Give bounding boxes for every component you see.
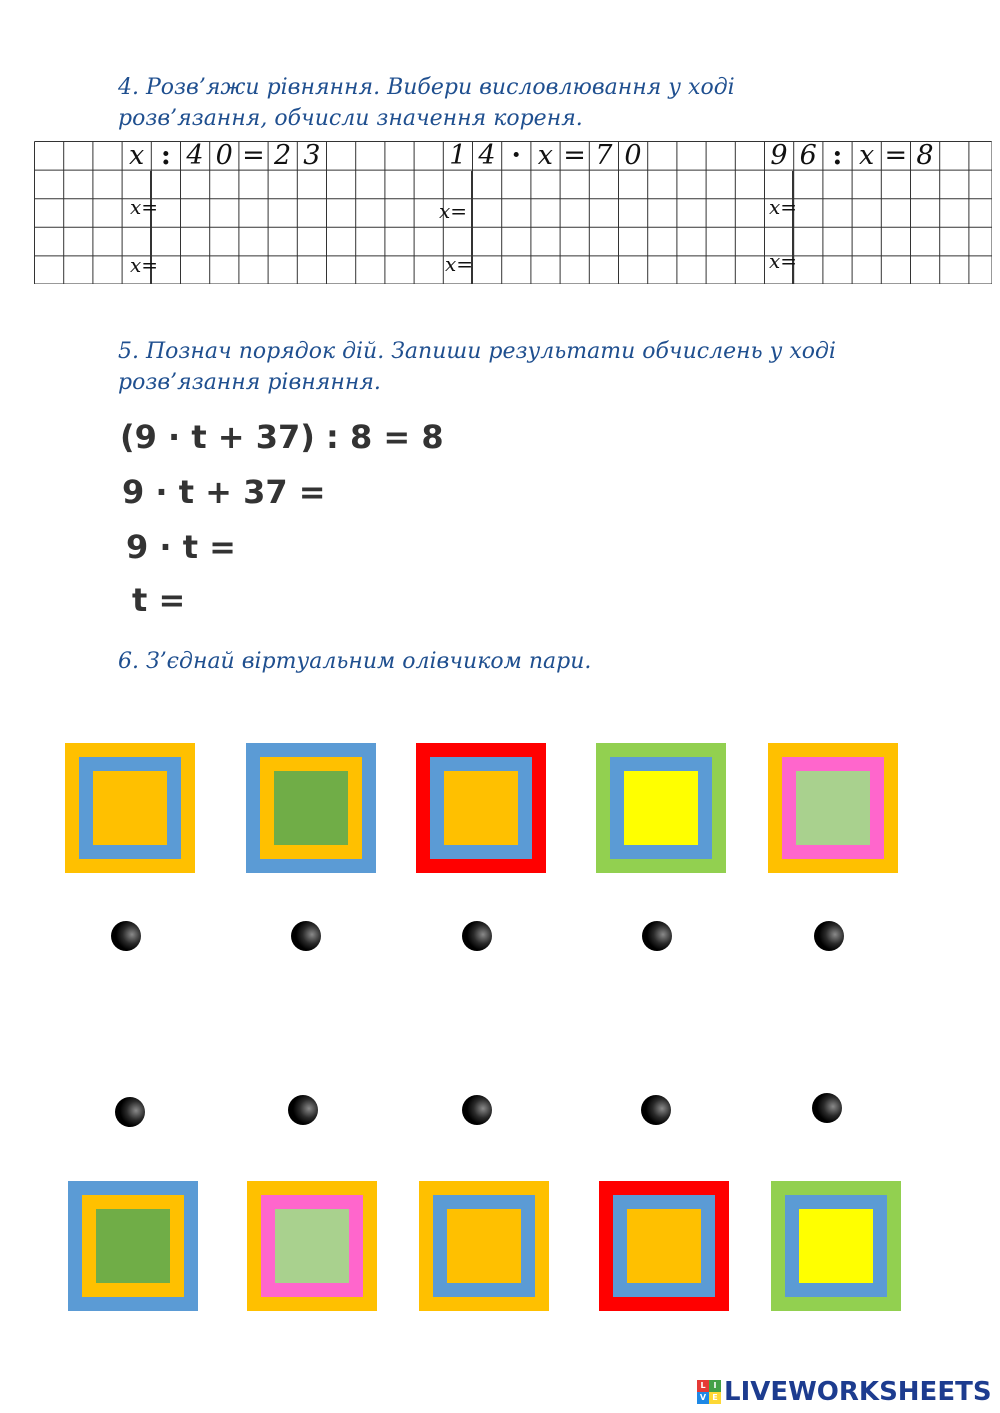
equation-1-char: x <box>128 140 145 171</box>
equation-3-char: x <box>858 140 875 171</box>
square-center <box>447 1209 521 1283</box>
equation-1-answer-label[interactable]: x= <box>130 253 159 277</box>
equation-1-char: = <box>242 140 265 171</box>
equation-3-char: : <box>832 140 843 171</box>
square-middle-frame <box>782 757 884 859</box>
top-square-4 <box>596 743 726 873</box>
task5-heading <box>118 336 918 398</box>
equation-2-char: 7 <box>595 140 613 171</box>
bottom-connector-dot-5[interactable] <box>812 1093 842 1123</box>
logo-letter: V <box>697 1392 709 1404</box>
equation-line-2[interactable]: 9 · t + 37 = <box>122 473 326 511</box>
bottom-connector-dot-3[interactable] <box>462 1095 492 1125</box>
square-center <box>96 1209 170 1283</box>
square-center <box>274 771 348 845</box>
equation-3-char: = <box>884 140 908 171</box>
equation-line-3[interactable]: 9 · t = <box>126 528 236 566</box>
task4-heading-line2: розв’язання, обчисли значення кореня. <box>118 106 583 131</box>
top-square-1 <box>65 743 195 873</box>
bottom-square-2 <box>247 1181 377 1311</box>
logo-letter: I <box>709 1380 721 1392</box>
task4-heading-line1: 4. Розв’яжи рівняння. Вибери висловлювання у ході <box>118 75 735 100</box>
equation-line-4[interactable]: t = <box>132 581 186 619</box>
square-middle-frame <box>785 1195 887 1297</box>
task6-heading: 6. З’єднай віртуальним олівчиком пари. <box>118 649 592 674</box>
top-square-5 <box>768 743 898 873</box>
equation-3-char: 8 <box>916 140 934 171</box>
top-connector-dot-1[interactable] <box>111 921 141 951</box>
brand-name: LIVEWORKSHEETS <box>724 1377 992 1407</box>
equation-3-char: 6 <box>799 140 817 171</box>
bottom-connector-dot-2[interactable] <box>288 1095 318 1125</box>
task5-heading-line2: розв’язання рівняння. <box>118 370 381 395</box>
square-middle-frame <box>613 1195 715 1297</box>
equation-2-char: 0 <box>624 140 642 171</box>
task5-heading-line1: 5. Познач порядок дій. Запиши результати обчислень у ході <box>118 339 836 364</box>
square-center <box>624 771 698 845</box>
equation-2-answer-label[interactable]: x= <box>445 252 474 276</box>
square-middle-frame <box>430 757 532 859</box>
top-connector-dot-4[interactable] <box>642 921 672 951</box>
top-connector-dot-5[interactable] <box>814 921 844 951</box>
bottom-square-3 <box>419 1181 549 1311</box>
equation-2-answer-label[interactable]: x= <box>439 199 468 223</box>
equation-2-char: x <box>537 140 553 171</box>
equation-1-answer-label[interactable]: x= <box>130 195 159 219</box>
top-square-3 <box>416 743 546 873</box>
top-connector-dot-3[interactable] <box>462 921 492 951</box>
square-center <box>796 771 870 845</box>
equation-2-char: = <box>563 140 586 171</box>
square-middle-frame <box>260 757 362 859</box>
equation-1-char: 3 <box>303 140 321 171</box>
equation-1-char: : <box>160 140 171 171</box>
liveworksheets-logo-icon <box>697 1380 721 1404</box>
square-center <box>444 771 518 845</box>
top-connector-dot-2[interactable] <box>291 921 321 951</box>
equation-1-char: 0 <box>215 140 233 171</box>
square-middle-frame <box>610 757 712 859</box>
equation-3-answer-label[interactable]: x= <box>769 249 798 273</box>
square-center <box>275 1209 349 1283</box>
equation-1-char: 4 <box>186 140 204 171</box>
equation-grid <box>34 141 992 284</box>
equation-2-char: · <box>511 140 521 171</box>
equation-2-char: 4 <box>478 140 496 171</box>
square-middle-frame <box>82 1195 184 1297</box>
logo-letter: L <box>697 1380 709 1392</box>
liveworksheets-brand <box>697 1374 992 1410</box>
bottom-connector-dot-1[interactable] <box>115 1097 145 1127</box>
square-center <box>93 771 167 845</box>
bottom-square-4 <box>599 1181 729 1311</box>
equation-2-char: 1 <box>449 140 467 171</box>
bottom-connector-dot-4[interactable] <box>641 1095 671 1125</box>
equation-line-1: (9 · t + 37) : 8 = 8 <box>120 418 444 456</box>
equation-3-answer-label[interactable]: x= <box>769 195 798 219</box>
top-square-2 <box>246 743 376 873</box>
equation-3-char: 9 <box>770 140 788 171</box>
square-middle-frame <box>79 757 181 859</box>
task4-heading <box>118 72 858 134</box>
bottom-square-5 <box>771 1181 901 1311</box>
square-middle-frame <box>261 1195 363 1297</box>
bottom-square-1 <box>68 1181 198 1311</box>
square-middle-frame <box>433 1195 535 1297</box>
square-center <box>627 1209 701 1283</box>
logo-letter: E <box>709 1392 721 1404</box>
square-center <box>799 1209 873 1283</box>
equation-1-char: 2 <box>274 140 292 171</box>
